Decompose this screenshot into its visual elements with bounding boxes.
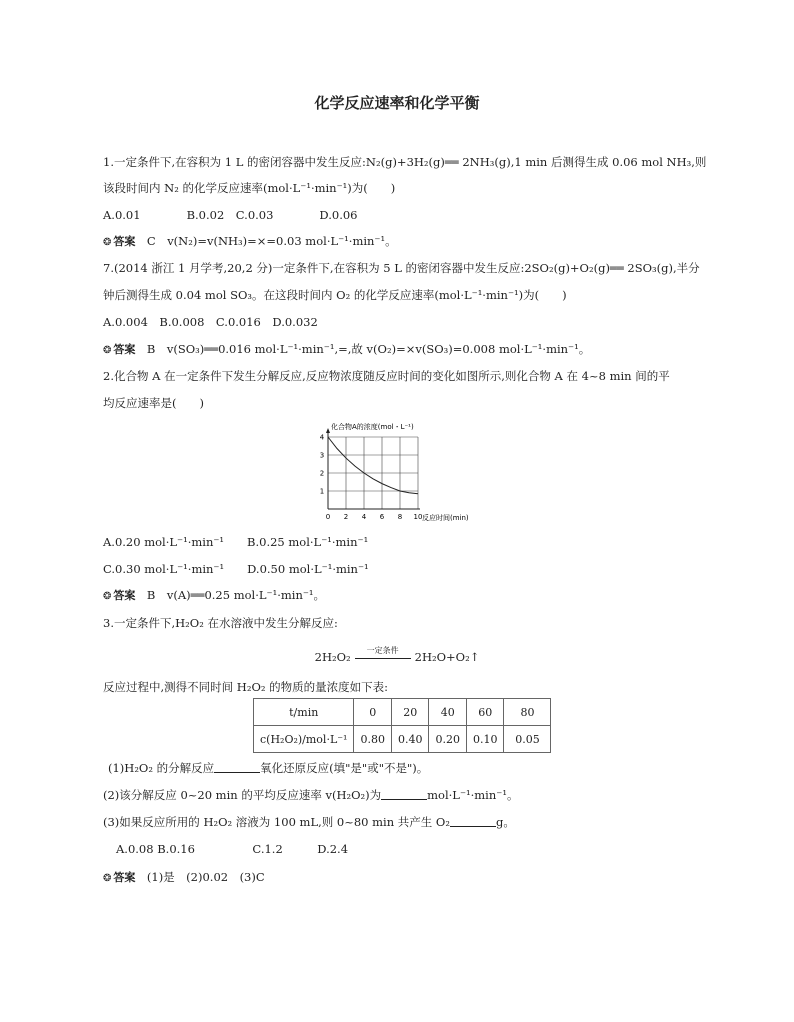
q3-sub2 xyxy=(103,787,518,803)
answer-label: 答案 xyxy=(113,871,136,884)
table-cell: 0.80 xyxy=(354,726,392,753)
q3-sub1-text: (1)H₂O₂ 的分解反应 xyxy=(108,761,215,775)
reaction-condition: 一定条件 xyxy=(366,645,399,655)
concentration-chart xyxy=(318,418,478,524)
answer-label: 答案 xyxy=(113,235,136,248)
x-tick-label: 8 xyxy=(397,513,403,521)
answer-label: 答案 xyxy=(113,343,136,356)
answer-label: 答案 xyxy=(113,589,136,602)
q3-options: A.0.08 B.0.16 C.1.2 D.2.4 xyxy=(116,842,349,856)
q2-answer: B v(A)══0.25 mol·L⁻¹·min⁻¹。 xyxy=(146,588,326,602)
answer-badge-icon: ❂ xyxy=(103,237,112,248)
q1-stem-line1: 1.一定条件下,在容积为 1 L 的密闭容器中发生反应:N₂(g)+3H₂(g)══ 2NH₃(g),1 min 后测得生成 0.06 mol NH₃,则 xyxy=(103,155,707,169)
reaction-arrow-line xyxy=(355,658,411,659)
q7-answer-row xyxy=(103,341,590,359)
q3-intro: 3.一定条件下,H₂O₂ 在水溶液中发生分解反应: xyxy=(103,616,338,630)
q7-answer: B v(SO₃)══0.016 mol·L⁻¹·min⁻¹,=,故 v(O₂)=×v(SO₃)=0.008 mol·L⁻¹·min⁻¹。 xyxy=(146,342,591,356)
q3-answer-row xyxy=(103,869,265,887)
q3-sub3 xyxy=(103,814,515,830)
q3-sub3-text-end: g。 xyxy=(495,815,515,829)
table-cell: 0.05 xyxy=(504,726,551,753)
table-row xyxy=(254,726,551,753)
answer-blank[interactable] xyxy=(381,788,427,800)
q2-stem-line1: 2.化合物 A 在一定条件下发生分解反应,反应物浓度随反应时间的变化如图所示,则化合物 A 在 4~8 min 间的平 xyxy=(103,369,670,383)
concentration-table xyxy=(253,698,551,753)
y-tick-label: 4 xyxy=(319,433,325,442)
y-tick-label: 1 xyxy=(319,487,325,496)
q7-stem-line1: 7.(2014 浙江 1 月学考,20,2 分)一定条件下,在容积为 5 L 的密闭容器中发生反应:2SO₂(g)+O₂(g)══ 2SO₃(g),半分 xyxy=(103,261,700,275)
table-cell: 0 xyxy=(354,699,392,726)
answer-badge-icon: ❂ xyxy=(103,591,112,602)
answer-blank[interactable] xyxy=(214,761,260,773)
q1-options: A.0.01 B.0.02 C.0.03 D.0.06 xyxy=(103,208,358,222)
page-title: 化学反应速率和化学平衡 xyxy=(314,94,480,112)
q1-stem-line2: 该段时间内 N₂ 的化学反应速率(mol·L⁻¹·min⁻¹)为( ) xyxy=(103,181,396,195)
table-cell: t/min xyxy=(254,699,354,726)
q7-options: A.0.004 B.0.008 C.0.016 D.0.032 xyxy=(103,315,318,329)
y-axis-arrow-icon xyxy=(326,428,330,433)
q3-equation xyxy=(0,645,794,664)
answer-badge-icon: ❂ xyxy=(103,345,112,356)
q2-answer-row xyxy=(103,587,325,605)
table-row xyxy=(254,699,551,726)
equation-left: 2H₂O₂ xyxy=(314,650,351,664)
q3-sub3-text: (3)如果反应所用的 H₂O₂ 溶液为 100 mL,则 0~80 min 共产生 O₂ xyxy=(103,815,450,829)
chart-axes xyxy=(326,428,420,509)
equation-right: 2H₂O+O₂↑ xyxy=(414,650,480,664)
q3-sub1-text-end: 氧化还原反应(填"是"或"不是")。 xyxy=(260,761,429,775)
table-cell: 0.40 xyxy=(391,726,429,753)
q3-sub2-text-end: mol·L⁻¹·min⁻¹。 xyxy=(427,788,519,802)
chart-grid xyxy=(328,437,418,509)
answer-blank[interactable] xyxy=(450,815,496,827)
table-cell: c(H₂O₂)/mol·L⁻¹ xyxy=(254,726,354,753)
y-axis-label: 化合物A的浓度(mol・L⁻¹) xyxy=(331,423,414,431)
q2-options-line2: C.0.30 mol·L⁻¹·min⁻¹ D.0.50 mol·L⁻¹·min⁻¹ xyxy=(103,562,369,576)
q1-answer-row xyxy=(103,233,397,251)
q3-table-intro: 反应过程中,测得不同时间 H₂O₂ 的物质的量浓度如下表: xyxy=(103,680,389,694)
q3-sub1 xyxy=(108,760,428,776)
q2-stem-line2: 均反应速率是( ) xyxy=(103,396,204,410)
x-tick-label: 10 xyxy=(413,513,423,521)
table-cell: 0.20 xyxy=(429,726,467,753)
x-tick-label: 4 xyxy=(361,513,367,521)
answer-badge-icon: ❂ xyxy=(103,873,112,884)
table-cell: 60 xyxy=(466,699,504,726)
table-cell: 20 xyxy=(391,699,429,726)
table-cell: 80 xyxy=(504,699,551,726)
x-tick-label: 2 xyxy=(343,513,349,521)
x-tick-label: 6 xyxy=(379,513,385,521)
concentration-curve xyxy=(328,437,418,494)
q2-options-line1: A.0.20 mol·L⁻¹·min⁻¹ B.0.25 mol·L⁻¹·min⁻¹ xyxy=(103,535,369,549)
q3-answer: (1)是 (2)0.02 (3)C xyxy=(146,870,265,884)
y-tick-label: 2 xyxy=(319,469,325,478)
x-axis-label: 反应时间(min) xyxy=(422,514,469,522)
table-cell: 0.10 xyxy=(466,726,504,753)
y-tick-label: 3 xyxy=(319,451,325,460)
x-tick-label: 0 xyxy=(325,513,331,521)
table-cell: 40 xyxy=(429,699,467,726)
q3-sub2-text: (2)该分解反应 0~20 min 的平均反应速率 v(H₂O₂)为 xyxy=(103,788,382,802)
reaction-arrow xyxy=(355,645,411,659)
q1-answer: C v(N₂)=v(NH₃)=×=0.03 mol·L⁻¹·min⁻¹。 xyxy=(146,234,397,248)
q7-stem-line2: 钟后测得生成 0.04 mol SO₃。在这段时间内 O₂ 的化学反应速率(mol·L⁻¹·min⁻¹)为( ) xyxy=(103,288,567,302)
